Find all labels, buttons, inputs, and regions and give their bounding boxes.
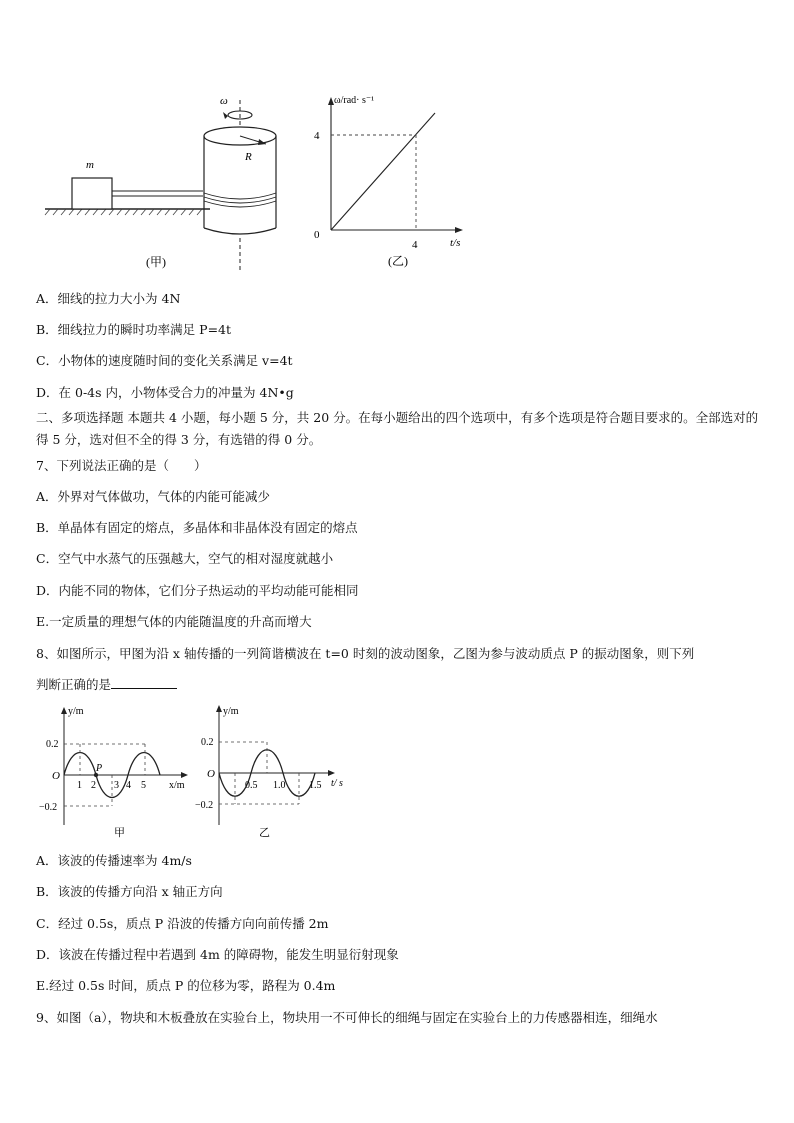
wave-y-pos: 0.2 <box>46 739 59 750</box>
q7-option-b: B．单晶体有固定的熔点，多晶体和非晶体没有固定的熔点 <box>36 520 358 535</box>
wave-x-tick-5: 5 <box>141 780 146 791</box>
wave-point-p: P <box>96 763 103 774</box>
vib-y-neg: −0.2 <box>195 800 214 811</box>
figure-vibration-graph <box>195 700 360 842</box>
caption-jia-top: (甲) <box>146 255 166 269</box>
caption-wave: 甲 <box>114 827 125 839</box>
wave-x-tick-2: 2 <box>91 780 96 791</box>
q8-option-a: A．该波的传播速率为 4m/s <box>36 853 192 868</box>
q6-option-a: A．细线的拉力大小为 4N <box>36 291 181 306</box>
mass-label: m <box>86 159 94 171</box>
omega-y-tick: 4 <box>314 130 320 142</box>
wave-origin: O <box>52 770 60 782</box>
figure-jia-apparatus <box>40 90 300 275</box>
wave-x-tick-1: 1 <box>77 780 82 791</box>
figure-wave-graph <box>35 700 200 842</box>
wave-x-tick-3: 3 <box>114 780 119 791</box>
q6-option-b: B．细线拉力的瞬时功率满足 P=4t <box>36 322 232 337</box>
q8-option-b: B．该波的传播方向沿 x 轴正方向 <box>36 884 223 899</box>
q7-option-d: D．内能不同的物体，它们分子热运动的平均动能可能相同 <box>36 583 359 598</box>
q7-option-e: E.一定质量的理想气体的内能随温度的升高而增大 <box>36 614 312 629</box>
wave-y-label: y/m <box>68 706 84 717</box>
vib-x-tick-1.0: 1.0 <box>273 780 286 791</box>
q7-stem: 7、下列说法正确的是（ ） <box>36 458 207 473</box>
q8-option-c: C．经过 0.5s，质点 P 沿波的传播方向向前传播 2m <box>36 916 329 931</box>
wave-x-label: x/m <box>169 780 185 791</box>
wave-x-tick-4: 4 <box>126 780 131 791</box>
section-2-instructions: 二、多项选择题 本题共 4 小题，每小题 5 分，共 20 分。在每小题给出的四个选项中，有多个选项是符合题目要求的。全部选对的得 5 分，选对但不全的得 3 分，有选错的得 0 分。 <box>36 410 759 447</box>
q8-stem-line2: 判断正确的是 <box>36 676 177 694</box>
wave-y-neg: −0.2 <box>39 802 58 813</box>
omega-label: ω <box>220 95 228 107</box>
q8-stem-line1: 8、如图所示，甲图为沿 x 轴传播的一列简谐横波在 t=0 时刻的波动图象，乙图为参与波动质点 P 的振动图象，则下列 <box>36 646 695 661</box>
q7-option-a: A．外界对气体做功，气体的内能可能减少 <box>36 489 271 504</box>
vib-y-label: y/m <box>223 706 239 717</box>
time-axis-label: t/s <box>450 237 461 249</box>
vib-x-label: t/ s <box>331 778 343 789</box>
q6-option-d: D．在 0-4s 内，小物体受合力的冲量为 4N•g <box>36 385 294 400</box>
caption-yi-top: (乙) <box>388 254 408 268</box>
q9-stem: 9、如图（a），物块和木板叠放在实验台上，物块用一不可伸长的细绳与固定在实验台上的力传感器相连，细绳水 <box>36 1010 658 1025</box>
figure-yi-omega-graph <box>300 88 490 278</box>
answer-blank <box>111 676 177 689</box>
q8-option-e: E.经过 0.5s 时间，质点 P 的位移为零，路程为 0.4m <box>36 978 336 993</box>
vib-x-tick-0.5: 0.5 <box>245 780 258 791</box>
q8-option-d: D．该波在传播过程中若遇到 4m 的障碍物，能发生明显衍射现象 <box>36 947 399 962</box>
block <box>72 178 112 209</box>
vib-origin: O <box>207 768 215 780</box>
vib-x-tick-1.5: 1.5 <box>309 780 322 791</box>
q6-option-c: C．小物体的速度随时间的变化关系满足 v=4t <box>36 353 293 368</box>
omega-origin: 0 <box>314 229 320 241</box>
q7-option-c: C．空气中水蒸气的压强越大，空气的相对湿度就越小 <box>36 551 334 566</box>
radius-label: R <box>245 151 252 163</box>
vib-y-pos: 0.2 <box>201 737 214 748</box>
omega-x-tick: 4 <box>412 239 418 251</box>
omega-axis-label: ω/rad· s⁻¹ <box>334 95 375 106</box>
caption-vib: 乙 <box>259 827 270 839</box>
